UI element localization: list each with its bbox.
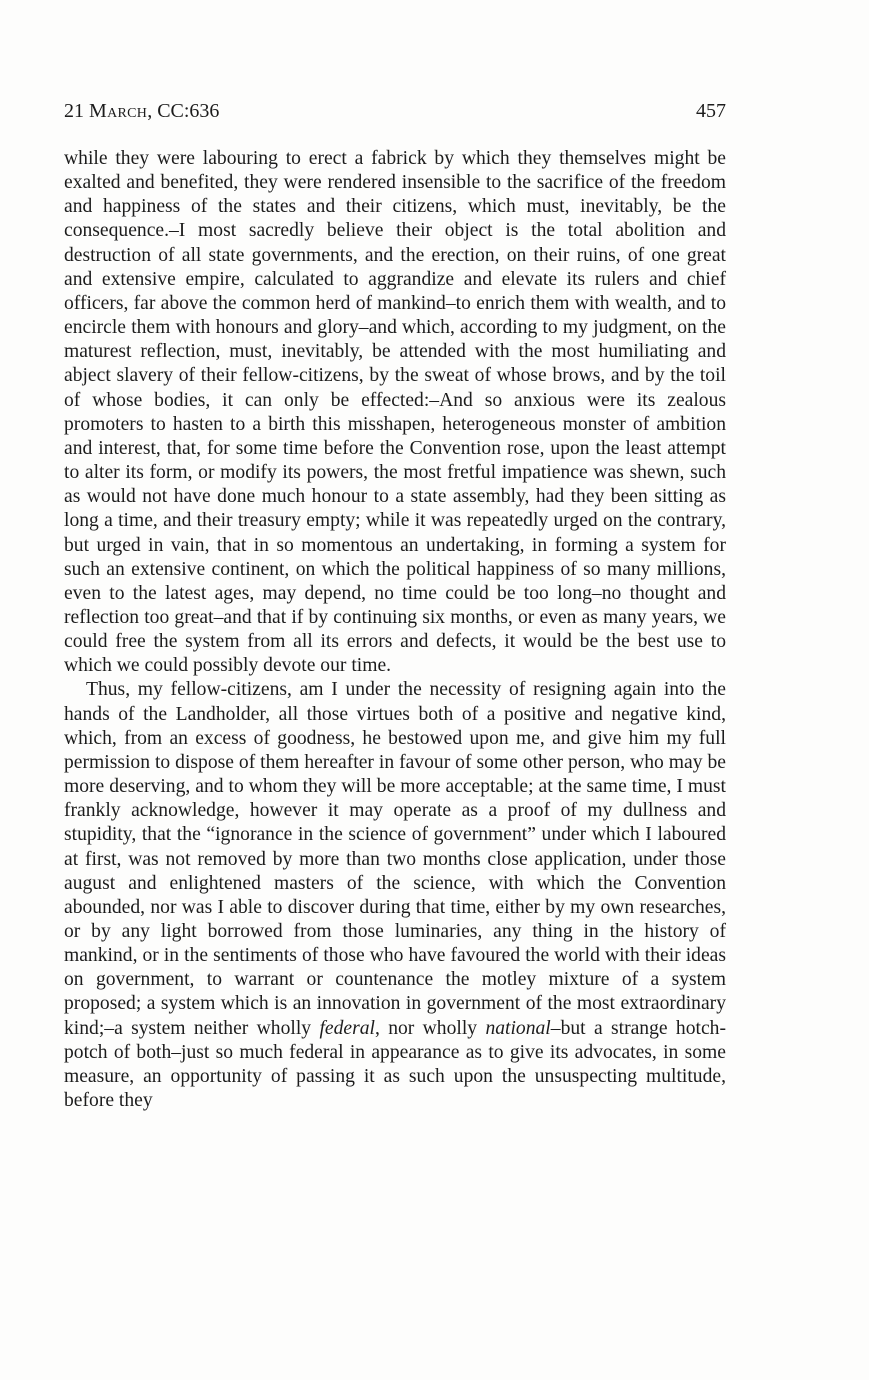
body-text: [64, 147, 726, 1113]
paragraph-continued: while they were labouring to erect a fabrick by which they themselves might be exalted and benefited, they were rendered insensible to the sacrifice of the freedom and happiness of the states and their citizens, which must, inevitably, be the consequence.–I most sacredly believe their object is the total abolition and destruction of all state governments, and the erection, on their ruins, of one great and extensive empire, calculated to aggrandize and elevate its rulers and chief officers, far above the common herd of mankind–to enrich them with wealth, and to encircle them with honours and glory–and which, according to my judgment, on the maturest reflection, must, inevitably, be attended with the most humiliating and abject slavery of their fellow-citizens, by the sweat of whose brows, and by the toil of whose bodies, it can only be effected:–And so anxious were its zealous promoters to hasten to a birth this misshapen, heterogeneous monster of ambition and interest, that, for some time before the Convention rose, upon the least attempt to alter its form, or modify its powers, the most fretful impatience was shewn, such as would not have done much honour to a state assembly, had they been sitting as long a time, and their treasury empty; while it was repeatedly urged on the contrary, but urged in vain, that in so momentous an undertaking, in forming a system for such an extensive continent, on which the political happiness of so many millions, even to the latest ages, may depend, no time could be too long–no thought and reflection too great–and that if by continuing six months, or even as many years, we could free the system from all its errors and defects, it would be the best use to which we could possibly devote our time.: [64, 148, 726, 677]
running-head: [64, 97, 726, 125]
paragraph-text-part-2: , nor wholly: [374, 1017, 486, 1039]
emphasis-federal: federal: [319, 1017, 375, 1039]
paragraph: [64, 678, 726, 1113]
emphasis-national: national: [485, 1017, 551, 1039]
page-number: 457: [696, 100, 726, 122]
running-head-title: [64, 97, 219, 125]
running-head-date: 21: [64, 100, 89, 122]
paragraph-text-part-3: –but a strange hotch-potch of both–just so much federal in appearance as to give its advocates, in some measure, an opportunity of passing it as such upon the unsuspecting multitude, before they: [64, 1017, 726, 1112]
running-head-month: March: [89, 100, 148, 122]
paragraph-text-part-1: Thus, my fellow-citizens, am I under the necessity of resigning again into the hands of the Landholder, all those virtues both of a positive and negative kind, which, from an excess of goodness, he bestowed upon me, and give him my full permission to dispose of them hereafter in favour of some other person, who may be more deserving, and to whom they will be more acceptable; at the same time, I must frankly acknowledge, however it may operate as a proof of my dullness and stupidity, that the “ignorance in the science of government” under which I laboured at first, was not removed by more than two months close application, under those august and enlightened masters of the science, with which the Convention abounded, nor was I able to discover during that time, either by my own researches, or by any light borrowed from those luminaries, any thing in the history of mankind, or in the sentiments of those who have favoured the world with their ideas on government, to warrant or countenance the motley mixture of a system proposed; a system which is an innovation in government of the most extraordinary kind;–a system neither wholly: [64, 679, 726, 1039]
running-head-doc-ref: , CC:636: [147, 100, 220, 122]
